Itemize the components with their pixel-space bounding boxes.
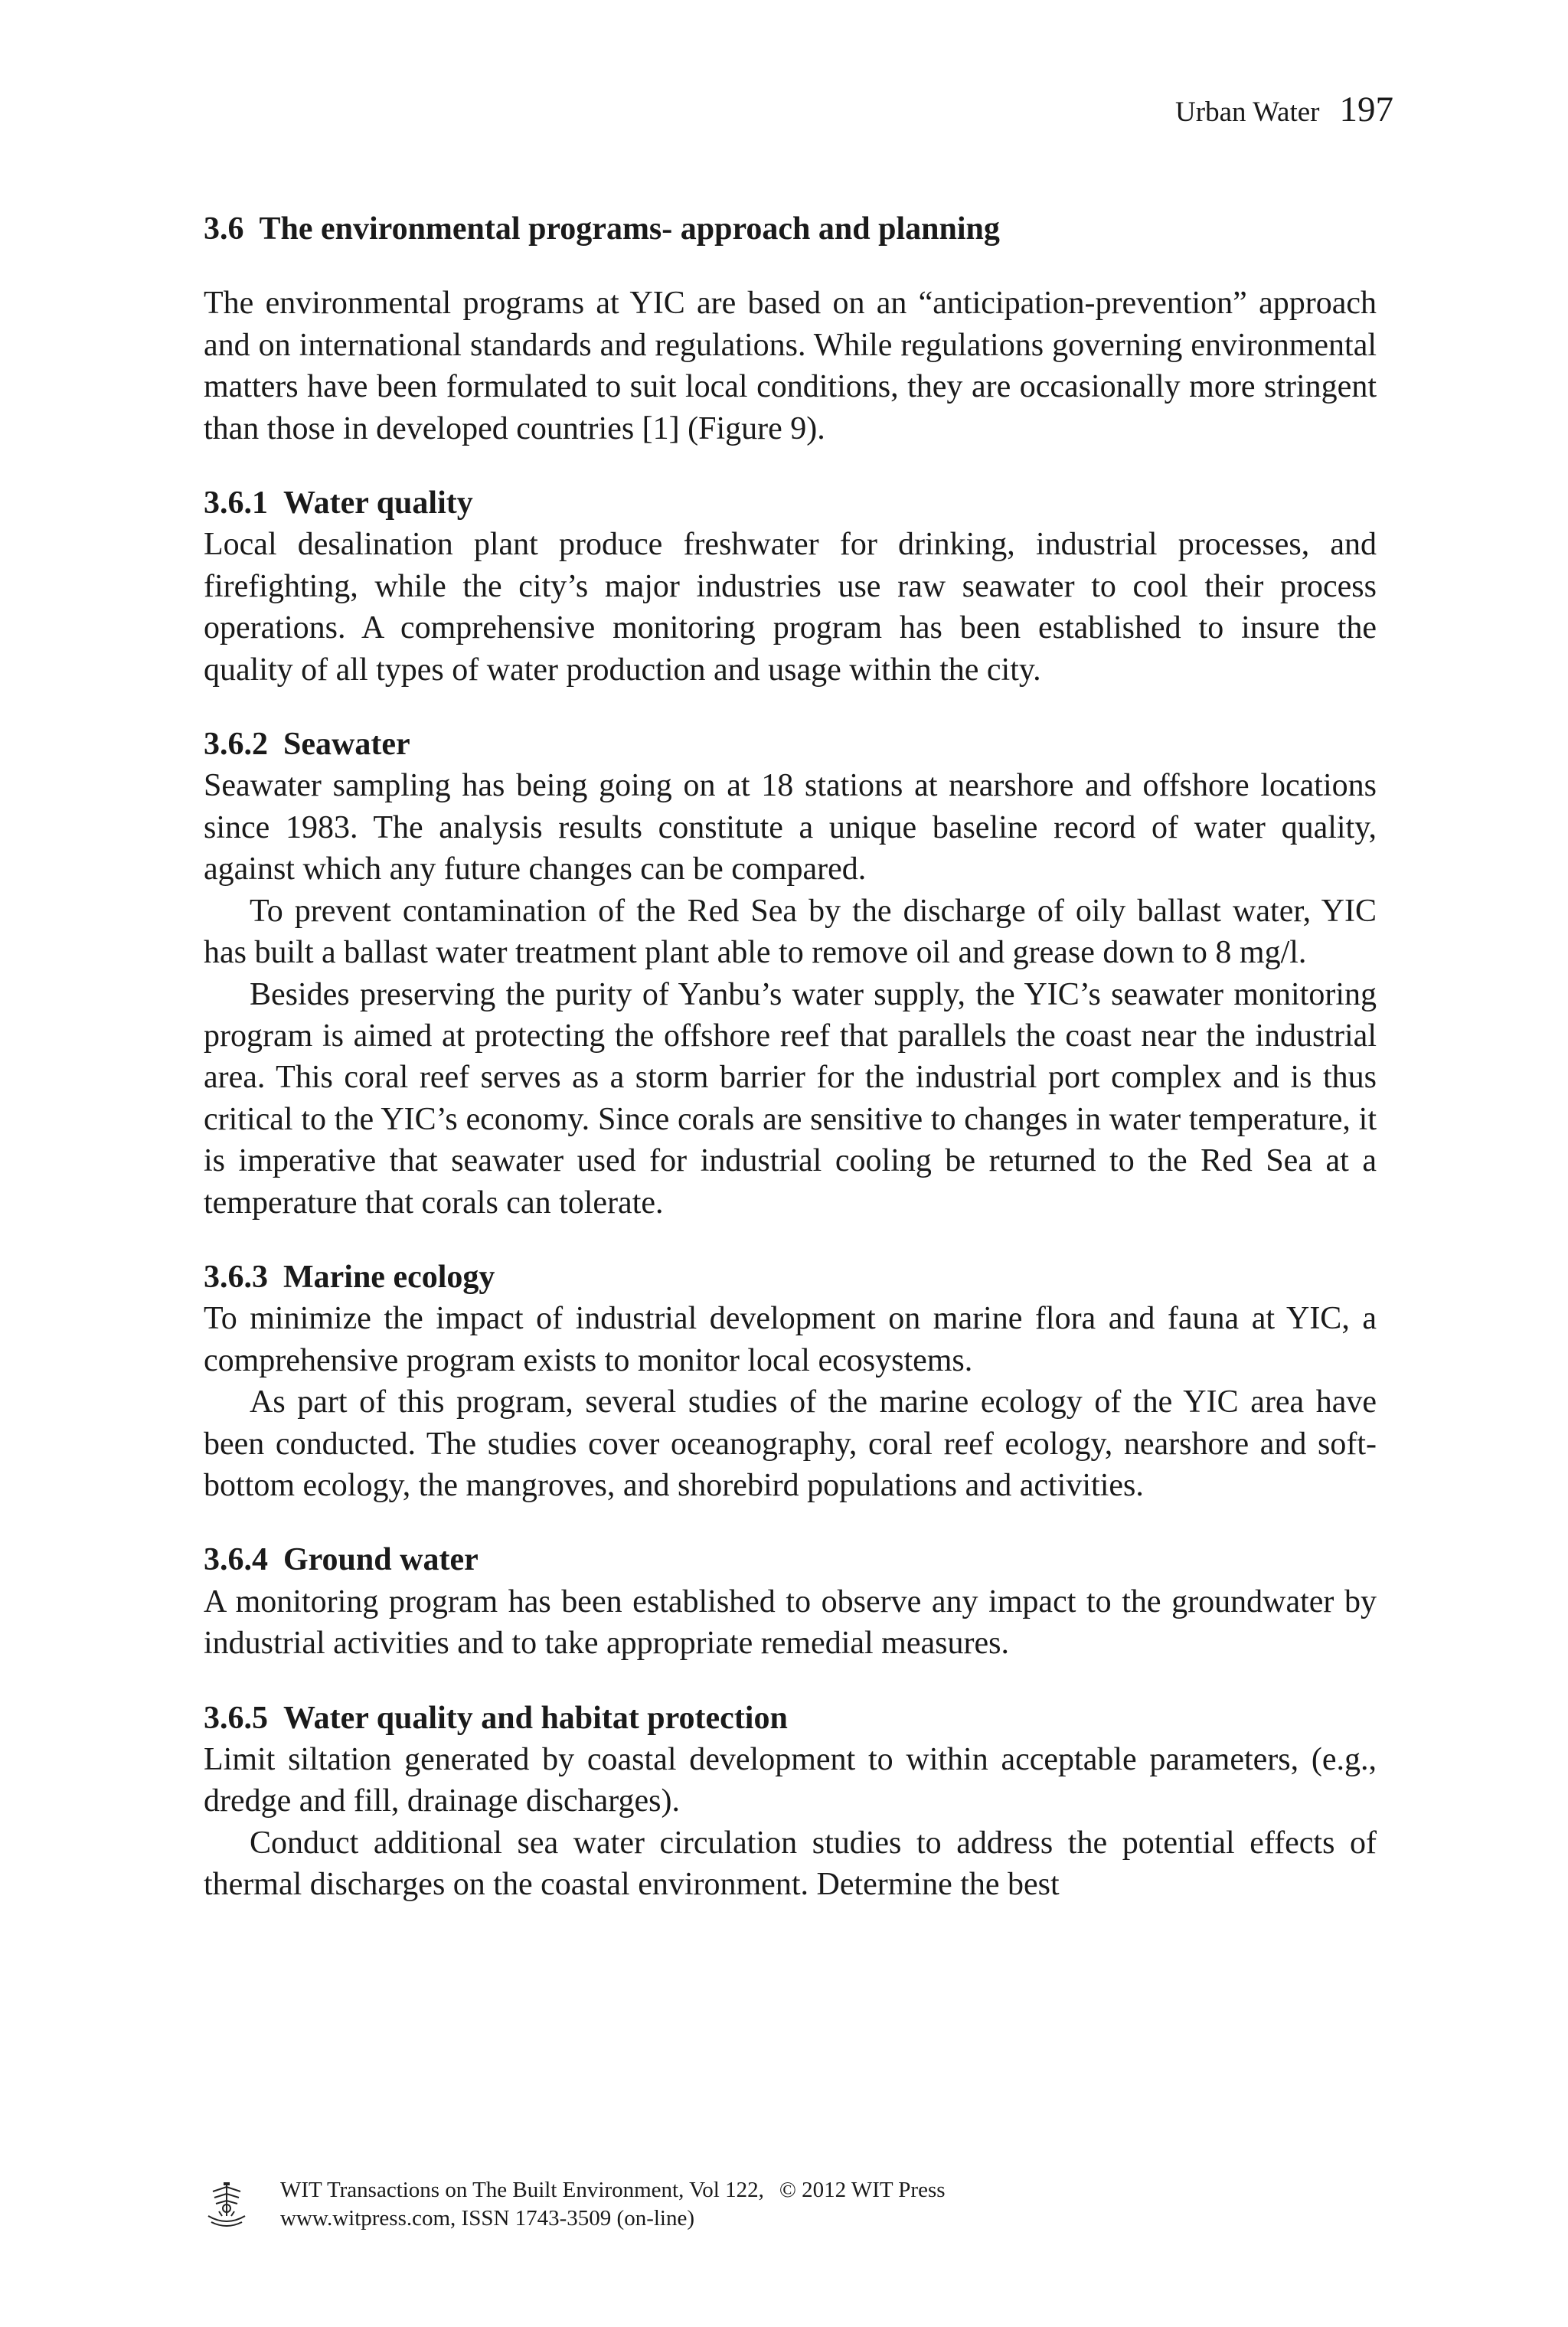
subsection-heading [204,1539,1377,1580]
body-paragraph: Limit siltation generated by coastal development to within acceptable parameters, (e.g., dredge and fill, drainage discharges). [204,1742,1377,1819]
body-paragraph: Seawater sampling has being going on at 18 stations at nearshore and offshore locations since 1983. The analysis results constitute a unique baseline record of water quality, against which any future changes can be compared. [204,768,1377,887]
page-body [204,208,1377,1939]
subsection-heading [204,1257,1377,1298]
subsection-marine-ecology [204,1257,1377,1506]
body-paragraph: Conduct additional sea water circulation studies to address the potential effects of thermal discharges on the coastal environment. Determine the best [204,1825,1377,1903]
section-heading [204,208,1377,250]
footer-text [280,2176,946,2233]
subsection-habitat-protection [204,1698,1377,1906]
copyright: © 2012 WIT Press [779,2178,946,2202]
body-paragraph: To prevent contamination of the Red Sea by the discharge of oily ballast water, YIC has built a ballast water treatment plant able to remove oil and grease down to 8 mg/l. [204,893,1377,971]
subsection-heading [204,724,1377,765]
subsection-number: 3.6.3 [204,1259,268,1295]
body-paragraph: A monitoring program has been established to observe any impact to the groundwater by industrial activities and to take appropriate remedial measures. [204,1583,1377,1662]
page-footer [204,2176,946,2233]
subsection-title: Ground water [283,1542,479,1578]
subsection-water-quality [204,482,1377,691]
section-intro-block [204,283,1377,449]
subsection-number: 3.6.4 [204,1542,268,1578]
body-paragraph: The environmental programs at YIC are based on an “anticipation-prevention” approach and on international standards and regulations. While regulations governing environmental matters have been formulated to suit local conditions, they are occasionally more stringent than those in developed countries [1] (Figure 9). [204,286,1377,446]
page-number: 197 [1339,90,1393,129]
body-paragraph: Local desalination plant produce freshwater for drinking, industrial processes, and firefighting, while the city’s major industries use raw seawater to cool their process operations. A comprehensive monitoring program has been established to insure the quality of all types of water production and usage within the city. [204,527,1377,688]
web-issn: www.witpress.com, ISSN 1743-3509 (on-line) [280,2206,695,2231]
section-title: The environmental programs- approach and planning [259,211,1000,247]
subsection-heading [204,482,1377,524]
body-paragraph: To minimize the impact of industrial development on marine flora and fauna at YIC, a comprehensive program exists to monitor local ecosystems. [204,1301,1377,1378]
section-number: 3.6 [204,211,244,247]
journal-citation: WIT Transactions on The Built Environment, Vol 122, [280,2178,764,2202]
running-title: Urban Water [1175,96,1320,128]
subsection-title: Marine ecology [283,1259,495,1295]
subsection-ground-water [204,1539,1377,1664]
subsection-seawater [204,724,1377,1224]
body-paragraph: As part of this program, several studies of the marine ecology of the YIC area have been conducted. The studies cover oceanography, coral reef ecology, nearshore and soft-bottom ecology, the mangroves, and shorebird populations and activities. [204,1384,1377,1503]
footer-line [280,2176,946,2204]
subsection-number: 3.6.1 [204,485,268,521]
subsection-title: Water quality and habitat protection [283,1700,788,1736]
running-header [1175,92,1393,128]
subsection-number: 3.6.2 [204,727,268,763]
subsection-title: Water quality [283,485,473,521]
subsection-number: 3.6.5 [204,1700,268,1736]
body-paragraph: Besides preserving the purity of Yanbu’s water supply, the YIC’s seawater monitoring program is aimed at protecting the offshore reef that parallels the coast near the industrial area. This coral reef serves as a storm barrier for the industrial port complex and is thus critical to the YIC’s economy. Since corals are sensitive to changes in water temperature, it is imperative that seawater used for industrial cooling be returned to the Red Sea at a temperature that corals can tolerate. [204,976,1377,1221]
subsection-title: Seawater [283,727,410,763]
subsection-heading [204,1698,1377,1739]
footer-line [280,2204,946,2233]
wit-press-logo-icon [204,2181,250,2231]
